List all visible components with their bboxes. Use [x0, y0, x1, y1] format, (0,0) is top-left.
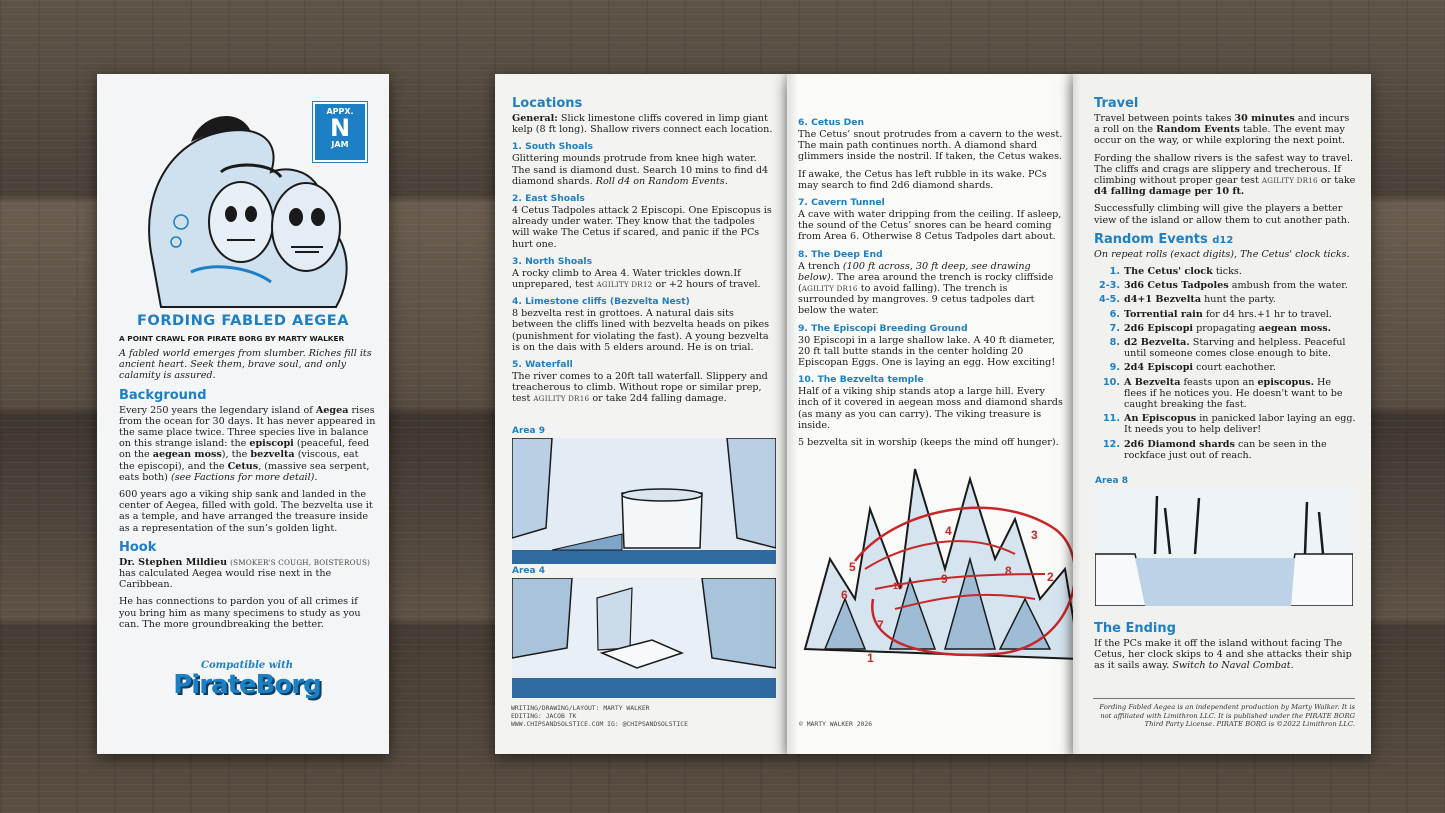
map-label-9: 9 — [941, 572, 948, 586]
cover-panel — [97, 74, 389, 754]
event-9: 9. 2d4 Episcopi court eachother. — [1109, 362, 1276, 374]
map-label-4: 4 — [945, 524, 952, 538]
credits — [511, 704, 688, 728]
event-10: 10. A Bezvelta feasts upon an episcopus. He flees if he notices you. He doesn't want to be caught breaking the fast. — [1103, 376, 1343, 411]
cover-text — [119, 348, 377, 636]
pirate-borg-logo — [167, 660, 327, 699]
island-map — [795, 449, 1073, 674]
location-3-title: 3. North Shoals — [512, 255, 593, 267]
area-4-label: Area 4 — [512, 566, 545, 576]
appendix-badge — [313, 102, 367, 162]
location-7-title: 7. Cavern Tunnel — [798, 197, 885, 209]
background-paragraph-2: 600 years ago a viking ship sank and landed in the center of Aegea, filled with gold. The bezvelta use it as a temple, and have arranged the treasure inside as a representation of the sun’s golden light. — [119, 489, 373, 534]
location-4-text: 8 bezvelta rest in grottoes. A natural dais sits between the cliffs lined with bezvelta heads on pikes (punishment for violating the fast). A young bezvelta is on the dais with 5 elders around. He is on trial. — [512, 308, 770, 353]
credits-editing: EDITING: JACOB TK — [511, 712, 577, 720]
general-text: General: Slick limestone cliffs covered in limp giant kelp (8 ft long). Shallow rivers connect each location. — [512, 113, 773, 136]
map-label-8: 8 — [1005, 564, 1012, 578]
travel-heading: Travel — [1094, 96, 1139, 111]
event-4-5: 4-5. d4+1 Bezvelta hunt the party. — [1099, 294, 1276, 306]
map-label-10: 10 — [893, 581, 904, 591]
logo-compatible: Compatible with — [200, 660, 294, 671]
location-2-title: 2. East Shoals — [512, 193, 585, 205]
random-events-note: On repeat rolls (exact digits), The Cetus' clock ticks. — [1094, 248, 1350, 260]
location-9-title: 9. The Episcopi Breeding Ground — [798, 322, 968, 334]
locations-panel — [495, 74, 787, 754]
map-label-2: 2 — [1047, 570, 1054, 584]
event-11: 11. An Episcopus in panicked labor laying an egg. It needs you to help deliver! — [1103, 413, 1356, 436]
area-9-illustration — [512, 438, 776, 564]
location-10-text-1: Half of a viking ship stands atop a large hill. Every inch of it covered in aegean moss and diamond shards (as many as you can carry). The viking treasure is inside. — [798, 386, 1063, 431]
travel-column — [1094, 96, 1356, 464]
map-label-3: 3 — [1031, 528, 1038, 542]
location-4-title: 4. Limestone cliffs (Bezvelta Nest) — [512, 296, 690, 308]
location-6-text-1: The Cetus’ snout protrudes from a cavern to the west. The main path continues north. A diamond shard glimmers inside the nostril. If taken, the Cetus wakes. — [798, 129, 1063, 163]
byline: A POINT CRAWL FOR PIRATE BORG BY MARTY WALKER — [119, 334, 345, 343]
ending-column — [1094, 621, 1356, 678]
credits-writing: WRITING/DRAWING/LAYOUT: MARTY WALKER — [511, 704, 650, 712]
area-4-figure — [512, 566, 776, 702]
travel-paragraph-1: Travel between points takes 30 minutes and incurs a roll on the Random Events table. The event may occur on the way, or while exploring the next point. — [1094, 113, 1350, 147]
location-6-text-2: If awake, the Cetus has left rubble in its wake. PCs may search to find 2d6 diamond shards. — [798, 168, 1047, 191]
locations-continued-column — [798, 112, 1064, 454]
credits-website: WWW.CHIPSANDSOLSTICE.COM IG: @CHIPSANDSOLSTICE — [511, 720, 688, 728]
location-10-title: 10. The Bezvelta temple — [798, 374, 924, 386]
event-6: 6. Torrential rain for d4 hrs.+1 hr to travel. — [1109, 308, 1332, 320]
event-1: 1. The Cetus' clock ticks. — [1109, 266, 1242, 278]
location-5-text: The river comes to a 20ft tall waterfall. Slippery and treacherous to climb. Without rope or similar prep, test AGILITY DR16 or take 2d4 falling damage. — [512, 371, 768, 405]
module-title: FORDING FABLED AEGEA — [136, 312, 350, 329]
area-8-illustration — [1095, 488, 1353, 606]
badge-top: APPX. — [326, 107, 354, 116]
logo-name: PirateBorg — [173, 670, 321, 700]
locations-continued-panel — [787, 74, 1073, 754]
locations-column — [512, 96, 774, 411]
area-9-label: Area 9 — [512, 426, 545, 436]
location-5-title: 5. Waterfall — [512, 359, 573, 371]
location-7-text: A cave with water dripping from the ceiling. If asleep, the sound of the Cetus’ snores can be heard coming from Area 6. Otherwise 8 Cetus Tadpoles dart about. — [798, 209, 1062, 243]
badge-bottom: JAM — [331, 140, 349, 149]
event-2-3: 2-3. 3d6 Cetus Tadpoles ambush from the water. — [1099, 280, 1348, 292]
area-9-figure — [512, 426, 776, 568]
intro-text: A fabled world emerges from slumber. Riches fill its ancient heart. Seek them, brave soul, and only calamity is assured. — [119, 348, 372, 382]
travel-paragraph-3: Successfully climbing will give the players a better view of the island or allow them to cut another path. — [1094, 203, 1350, 226]
location-3-text: A rocky climb to Area 4. Water trickles down.If unprepared, test AGILITY DR12 or +2 hours of travel. — [512, 267, 761, 291]
map-label-7: 7 — [877, 618, 884, 632]
event-7: 7. 2d6 Episcopi propagating aegean moss. — [1109, 322, 1331, 334]
location-10-text-2: 5 bezvelta sit in worship (keeps the mind off hunger). — [798, 437, 1059, 449]
event-8: 8. d2 Bezvelta. Starving and helpless. Peaceful until someone comes close enough to bite. — [1109, 337, 1346, 360]
legal-notice: Fording Fabled Aegea is an independent production by Marty Walker. It is not affiliated with Limithron LLC. It is published under the PIRATE BORG Third Party License. PIRATE BORG is ©2022 Limithron LLC. — [1093, 698, 1355, 728]
ending-heading: The Ending — [1094, 621, 1176, 636]
map-label-6: 6 — [841, 588, 848, 602]
background-heading: Background — [119, 387, 207, 403]
ending-text: If the PCs make it off the island without facing The Cetus, her clock skips to 4 and she attacks their ship as it sails away. Switch to Naval Combat. — [1094, 638, 1352, 672]
location-9-text: 30 Episcopi in a large shallow lake. A 40 ft diameter, 20 ft tall butte stands in the center holding 20 Episcopan Eggs. One is laying an egg. How exciting! — [798, 334, 1056, 369]
hook-paragraph-1: Dr. Stephen Mildieu (SMOKER’S COUGH, BOISTEROUS) has calculated Aegea would rise next in the Caribbean. — [119, 556, 371, 591]
copyright: © MARTY WALKER 2026 — [799, 720, 873, 728]
travel-paragraph-2: Fording the shallow rivers is the safest way to travel. The cliffs and crags are slippery and trecherous. If climbing without proper gear test AGILITY DR16 or take d4 falling damage per 10 ft. — [1094, 152, 1356, 198]
area-8-label: Area 8 — [1095, 476, 1128, 486]
hook-heading: Hook — [119, 539, 157, 555]
location-8-title: 8. The Deep End — [798, 248, 883, 260]
location-1-title: 1. South Shoals — [512, 141, 593, 153]
background-paragraph-1: Every 250 years the legendary island of Aegea rises from the ocean for 30 days. It has never appeared in the same place twice. Three species live in balance on this strange island: the episcopi (peaceful, feed on the aegean moss), the bezvelta (viscous, eat the episcopi), and the Cetus, (massive sea serpent, eats both) (see Factions for more detail). — [119, 404, 376, 483]
location-1-text: Glittering mounds protrude from knee high water. The sand is diamond dust. Search 10 mins to find d4 diamond shards. Roll d4 on Random Events. — [512, 153, 769, 187]
locations-heading: Locations — [512, 96, 583, 111]
area-4-illustration — [512, 578, 776, 698]
badge-letter: N — [329, 114, 351, 142]
event-12: 12. 2d6 Diamond shards can be seen in the rockface just out of reach. — [1103, 438, 1327, 461]
random-events-list — [1094, 266, 1356, 461]
travel-panel — [1073, 74, 1371, 754]
map-label-5: 5 — [849, 560, 856, 574]
hook-paragraph-2: He has connections to pardon you of all crimes if you bring him as many specimens to study as you can. The more groundbreaking the better. — [119, 596, 361, 630]
location-8-text: A trench (100 ft across, 30 ft deep, see drawing below). The area around the trench is rocky cliffside (AGILITY DR16 to avoid falling). The trench is surrounded by mangroves. 9 cetus tadpoles dart below the water. — [798, 260, 1054, 317]
area-8-figure — [1095, 476, 1353, 610]
location-2-text: 4 Cetus Tadpoles attack 2 Episcopi. One Episcopus is already under water. They know that the tadpoles will wake The Cetus if scared, and panic if the PCs hurt one. — [512, 205, 772, 250]
location-6-title: 6. Cetus Den — [798, 117, 865, 128]
random-events-heading: Random Events d12 — [1094, 231, 1234, 247]
map-label-1: 1 — [867, 651, 874, 665]
